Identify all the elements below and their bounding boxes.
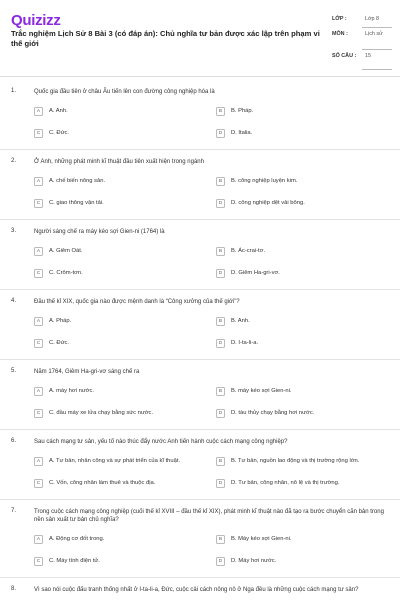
option-text: B. máy kéo sợi Gien-ni. xyxy=(231,388,292,394)
answer-option-d[interactable] xyxy=(216,268,379,278)
option-letter-box: B xyxy=(216,457,225,466)
question-divider xyxy=(0,359,400,360)
option-letter-box: D xyxy=(216,339,225,348)
option-letter-box: B xyxy=(216,177,225,186)
option-text: A. Động cơ đốt trong. xyxy=(49,536,105,542)
question-number: 5. xyxy=(11,368,17,374)
option-text: D. tàu thủy chạy bằng hơi nước. xyxy=(231,410,315,416)
option-letter-box: B xyxy=(216,107,225,116)
answer-option-d[interactable] xyxy=(216,478,379,488)
question-text: Sau cách mạng tư sản, yếu tố nào thúc đẩy nước Anh tiến hành cuộc cách mạng công nghiệp? xyxy=(34,439,288,445)
option-text: C. đầu máy xe lửa chạy bằng sức nước. xyxy=(49,410,154,416)
meta-row-class xyxy=(332,14,392,29)
question-number: 2. xyxy=(11,158,17,164)
quizizz-logo: Quizizz xyxy=(11,12,61,29)
meta-label: LỚP : xyxy=(332,16,347,22)
answer-option-c[interactable] xyxy=(34,408,197,418)
answer-option-d[interactable] xyxy=(216,338,379,348)
answer-option-b[interactable] xyxy=(216,246,379,256)
option-text: A. chế biến nông sản. xyxy=(49,178,106,184)
option-text: D. Italia. xyxy=(231,130,253,136)
option-letter-box: A xyxy=(34,247,43,256)
question-divider xyxy=(0,289,400,290)
option-letter-box: D xyxy=(216,479,225,488)
answer-option-c[interactable] xyxy=(34,128,197,138)
question-number: 7. xyxy=(11,508,17,514)
option-text: D. Giêm Ha-gri-vơ. xyxy=(231,270,280,276)
option-letter-box: D xyxy=(216,269,225,278)
option-letter-box: D xyxy=(216,557,225,566)
option-text: C. Đức. xyxy=(49,340,69,346)
option-letter-box: C xyxy=(34,339,43,348)
option-text: A. máy hơi nước. xyxy=(49,388,94,394)
option-letter-box: C xyxy=(34,409,43,418)
meta-value: Lớp 8 xyxy=(365,16,380,22)
option-text: B. công nghiệp luyện kim. xyxy=(231,178,298,184)
question-number: 1. xyxy=(11,88,17,94)
option-text: B. Anh. xyxy=(231,318,250,324)
question-divider xyxy=(0,499,400,500)
answer-option-a[interactable] xyxy=(34,176,197,186)
answer-option-b[interactable] xyxy=(216,176,379,186)
option-letter-box: D xyxy=(216,409,225,418)
option-text: D. Máy hơi nước. xyxy=(231,558,277,564)
meta-value: 15 xyxy=(365,53,371,59)
question-number: 8. xyxy=(11,586,17,592)
option-letter-box: D xyxy=(216,129,225,138)
meta-row-subject xyxy=(332,29,392,51)
meta-underline xyxy=(362,69,392,70)
option-text: A. Anh. xyxy=(49,108,68,114)
option-letter-box: B xyxy=(216,247,225,256)
meta-underline xyxy=(362,49,392,50)
option-letter-box: A xyxy=(34,177,43,186)
option-text: C. Đức. xyxy=(49,130,69,136)
answer-option-b[interactable] xyxy=(216,534,379,544)
meta-row-count xyxy=(332,51,392,71)
option-letter-box: A xyxy=(34,317,43,326)
option-text: B. Ác-crai-tơ. xyxy=(231,248,266,254)
question-text: Người sáng chế ra máy kéo sợi Gien-ni (1764) là xyxy=(34,229,165,235)
option-letter-box: D xyxy=(216,199,225,208)
question-number: 3. xyxy=(11,228,17,234)
question-text: Đầu thế kỉ XIX, quốc gia nào được mệnh danh là “Công xưởng của thế giới”? xyxy=(34,299,240,305)
option-text: C. Máy tính điện tử. xyxy=(49,558,100,564)
answer-option-a[interactable] xyxy=(34,534,197,544)
answer-option-c[interactable] xyxy=(34,268,197,278)
option-text: C. Crôm-tơn. xyxy=(49,270,83,276)
question-divider xyxy=(0,429,400,430)
option-letter-box: B xyxy=(216,387,225,396)
question-text: Vì sao nói cuộc đấu tranh thống nhất ở I-ta-li-a, Đức, cuộc cải cách nông nô ở Nga đều là những cuộc cách mạng tư sản? xyxy=(34,587,359,593)
option-text: A. Tư bản, nhân công và sự phát triển của kĩ thuật. xyxy=(49,458,181,464)
option-text: D. I-ta-li-a. xyxy=(231,340,259,346)
header-divider xyxy=(0,76,400,77)
meta-panel xyxy=(332,14,392,71)
option-text: C. Vốn, công nhân làm thuê và thuộc địa. xyxy=(49,480,156,486)
question-divider xyxy=(0,577,400,578)
question-number: 4. xyxy=(11,298,17,304)
answer-option-a[interactable] xyxy=(34,246,197,256)
answer-option-c[interactable] xyxy=(34,478,197,488)
option-letter-box: C xyxy=(34,269,43,278)
option-letter-box: C xyxy=(34,557,43,566)
question-text: Năm 1764, Giêm Ha-gri-vơ sáng chế ra xyxy=(34,369,140,375)
option-letter-box: A xyxy=(34,535,43,544)
option-text: A. Giêm Oát. xyxy=(49,248,83,254)
question-divider xyxy=(0,149,400,150)
answer-option-a[interactable] xyxy=(34,386,197,396)
answer-option-b[interactable] xyxy=(216,316,379,326)
option-letter-box: A xyxy=(34,107,43,116)
option-text: D. Tư bản, công nhân, nô lệ và thị trường. xyxy=(231,480,340,486)
meta-underline xyxy=(362,27,392,28)
question-text: Trong cuộc cách mạng công nghiệp (cuối thế kỉ XVIII – đầu thế kỉ XIX), phát minh kĩ thuật nào đã tạo ra bước chuyển căn bản trong nền sản xuất tư bản chủ nghĩa? xyxy=(34,509,384,523)
answer-option-c[interactable] xyxy=(34,338,197,348)
answer-option-b[interactable] xyxy=(216,106,379,116)
worksheet-header xyxy=(0,0,400,74)
question-number: 6. xyxy=(11,438,17,444)
option-text: B. Máy kéo sợi Gien-ni. xyxy=(231,536,292,542)
answer-option-b[interactable] xyxy=(216,456,379,466)
option-text: B. Tư bản, nguồn lao động và thị trường rộng lớn. xyxy=(231,458,360,464)
option-letter-box: C xyxy=(34,199,43,208)
answer-option-b[interactable] xyxy=(216,386,379,396)
option-text: A. Pháp. xyxy=(49,318,72,324)
meta-label: MÔN : xyxy=(332,31,348,37)
option-letter-box: B xyxy=(216,535,225,544)
option-letter-box: B xyxy=(216,317,225,326)
answer-option-c[interactable] xyxy=(34,556,197,566)
question-text: Quốc gia đầu tiên ở châu Âu tiến lên con đường công nghiệp hóa là xyxy=(34,89,215,95)
question-text: Ở Anh, những phát minh kĩ thuật đầu tiên xuất hiện trong ngành xyxy=(34,159,204,165)
answer-option-d[interactable] xyxy=(216,198,379,208)
option-letter-box: A xyxy=(34,387,43,396)
option-text: C. giao thông vận tải. xyxy=(49,200,104,206)
option-letter-box: C xyxy=(34,479,43,488)
answer-option-d[interactable] xyxy=(216,408,379,418)
option-text: D. công nghiệp dệt vải bông. xyxy=(231,200,305,206)
answer-option-a[interactable] xyxy=(34,456,197,466)
question-divider xyxy=(0,219,400,220)
option-letter-box: C xyxy=(34,129,43,138)
option-letter-box: A xyxy=(34,457,43,466)
answer-option-a[interactable] xyxy=(34,106,197,116)
answer-option-c[interactable] xyxy=(34,198,197,208)
answer-option-d[interactable] xyxy=(216,128,379,138)
worksheet-title: Trắc nghiệm Lịch Sử 8 Bài 3 (có đáp án): Chủ nghĩa tư bản được xác lập trên phạm vi thế giới xyxy=(11,29,320,48)
answer-option-d[interactable] xyxy=(216,556,379,566)
answer-option-a[interactable] xyxy=(34,316,197,326)
meta-value: Lịch sử xyxy=(365,31,383,37)
option-text: B. Pháp. xyxy=(231,108,254,114)
meta-label: SỐ CÂU : xyxy=(332,53,357,59)
